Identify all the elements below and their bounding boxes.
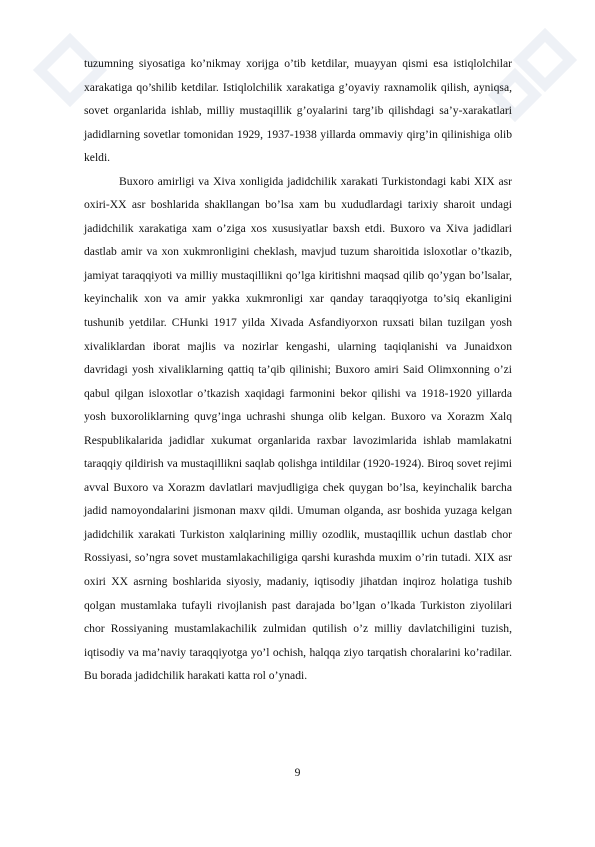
paragraph-2: Buxoro amirligi va Xiva xonligida jadidchilik xarakati Turkistondagi kabi XIX asr oxiri-XX asr boshlarida shakllangan bo’lsa xam bu xududlardagi tarixiy sharoit undagi jadidchilik xarakatiga xam o’ziga xos xususiyatlar baxsh etdi. Buxoro va Xiva jadidlari dastlab amir va xon xukmronligini cheklash, mavjud tuzum sharoitida isloxotlar o’tkazib, jamiyat taraqqiyoti va milliy mustaqillikni qo’lga kiritishni maqsad qilib qo’ygan bo’lsalar, keyinchalik xon va amir yakka xukmronligi xar qanday taraqqiyotga to’siq ekanligini tushunib yetdilar. CHunki 1917 yilda Xivada Asfandiyorxon ruxsati bilan tuzilgan yosh xivaliklardan iborat majlis va nozirlar kengashi, ularning taqiqlanishi va Junaidxon davridagi yosh xivaliklarning qattiq ta’qib qilinishi; Buxoro amiri Said Olimxonning o’zi qabul qilgan isloxotlar o’tkazish xaqidagi farmonini bekor qilishi va 1918-1920 yillarda yosh buxoroliklarning quvg’inga uchrashi shunga olib kelgan. Buxoro va Xorazm Xalq Respublikalarida jadidlar xukumat organlarida raxbar lavozimlarida ishlab mamlakatni taraqqiy qildirish va mustaqillikni saqlab qolishga intildilar (1920-1924). Biroq sovet rejimi avval Buxoro va Xorazm davlatlari mavjudligiga chek quygan bo’lsa, keyinchalik barcha jadid namoyondalarini jismonan maxv qildi. Umuman olganda, asr boshida yuzaga kelgan jadidchilik xarakati Turkiston xalqlarining milliy ozodlik, mustaqillik uchun dastlab chor Rossiyasi, so’ngra sovet mustamlakachiligiga qarshi kurashda muxim o’rin tutadi. XIX asr oxiri XX asrning boshlarida siyosiy, madaniy, iqtisodiy jihatdan inqiroz holatiga tushib qolgan mustamlaka tufayli rivojlanish past darajada bo’lgan o’lkada Turkiston ziyolilari chor Rossiyaning mustamlakachilik zulmidan qutilish o’z milliy davlatchiligini tuzish, iqtisodiy va ma’naviy taraqqiyotga yo’l ochish, halqqa ziyo tarqatish choralarini ko’radilar. Bu borada jadidchilik harakati katta rol o’ynadi. (84, 174, 512, 683)
document-body (84, 52, 512, 688)
page-number: 9 (294, 766, 301, 779)
paragraph-1: tuzumning siyosatiga ko’nikmay xorijga o’tib ketdilar, muayyan qismi esa istiqlolchilar xarakatiga qo’shilib ketdilar. Istiqlolchilik xarakatiga g’oyaviy raxnamolik qilish, ayniqsa, sovet organlarida ishlab, milliy mustaqillik g’oyalarini targ’ib qilishdagi sa’y-xarakatlari jadidlarning sovetlar tomonidan 1929, 1937-1938 yillarda ommaviy qirg’in qilinishiga olib keldi. (84, 57, 512, 165)
